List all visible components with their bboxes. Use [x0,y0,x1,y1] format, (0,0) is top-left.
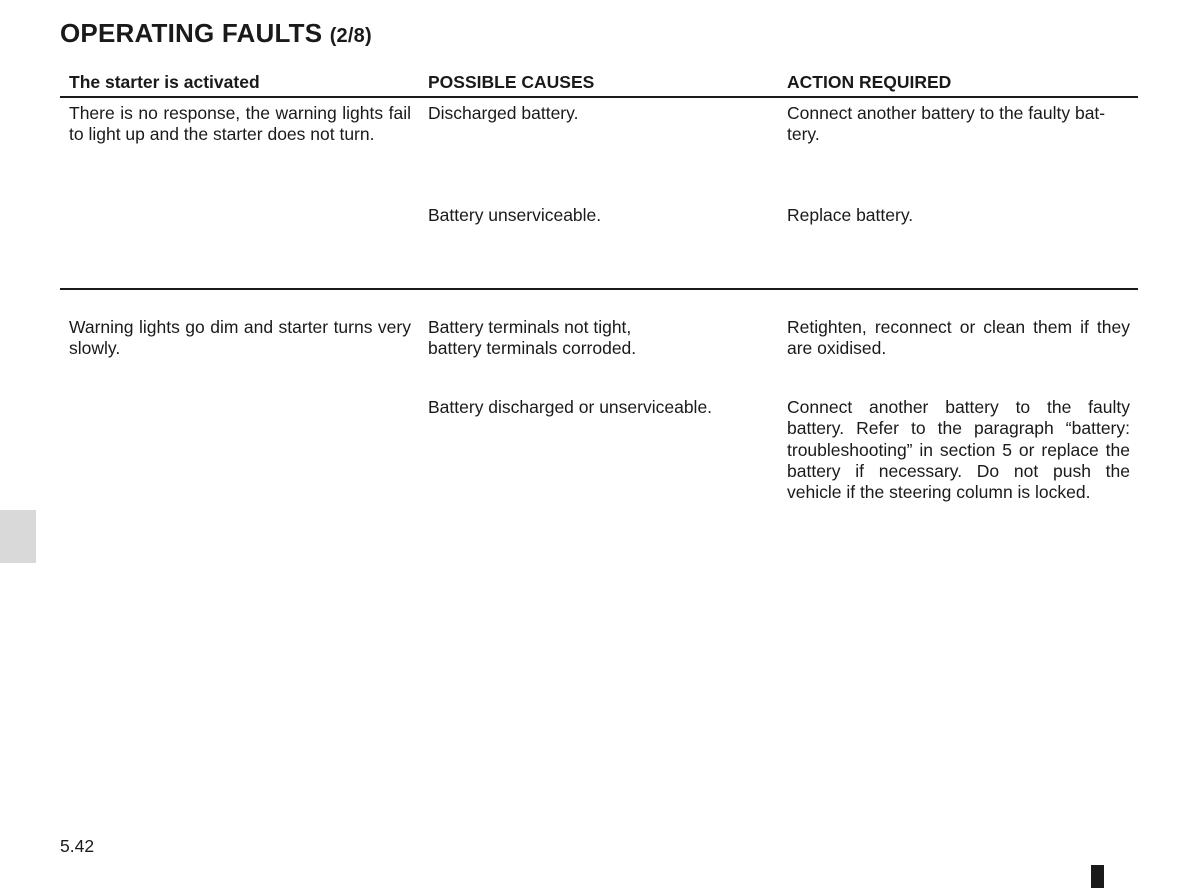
column-header-action: ACTION REQUIRED [787,72,952,92]
symptom-cell: There is no response, the warning lights fail to light up and the starter does not turn. [69,103,411,145]
page-title [60,18,372,49]
symptom-cell: Warning lights go dim and starter turns very slowly. [69,317,411,359]
chapter-tab [0,510,36,563]
cause-cell: Battery unserviceable. [428,205,602,225]
cause-cell: Battery terminals not tight, battery terminals corroded. [428,317,637,359]
cause-cell: Discharged battery. [428,103,579,123]
cause-cell: Battery discharged or unserviceable. [428,397,713,417]
action-cell: Connect another battery to the faulty bat- tery. [787,103,1106,145]
header-divider [60,96,1138,98]
group-divider [60,288,1138,290]
page-number: 5.42 [60,836,95,856]
page-edge-mark [1091,865,1104,888]
action-cell: Connect another battery to the faulty battery. Refer to the paragraph “battery: troubleshooting” in section 5 or replace the battery if necessary. Do not push the vehicle if the steering column is locked. [787,397,1130,503]
page-title-sub: (2/8) [329,25,372,47]
action-cell: Retighten, reconnect or clean them if they are oxidised. [787,317,1130,359]
column-header-causes: POSSIBLE CAUSES [428,72,595,92]
page-title-main: OPERATING FAULTS [60,18,323,48]
column-header-symptom: The starter is activated [69,72,260,92]
action-cell: Replace battery. [787,205,914,225]
